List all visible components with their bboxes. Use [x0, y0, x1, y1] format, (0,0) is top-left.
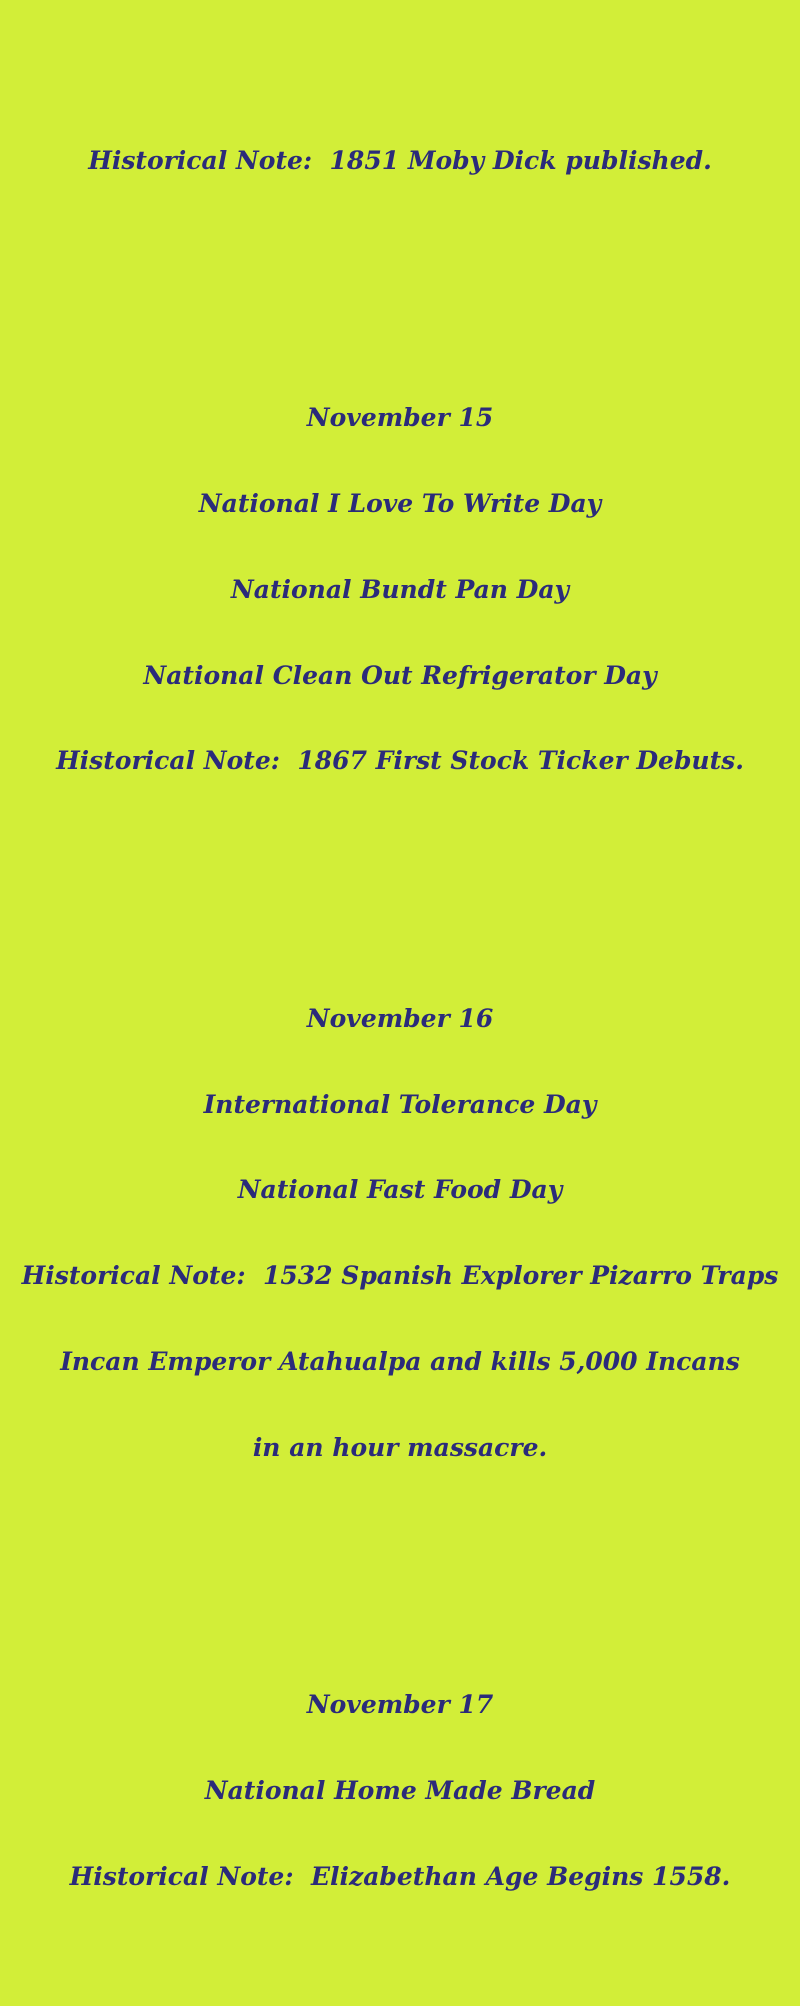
- observance-line: National Clean Out Refrigerator Day: [143, 660, 657, 690]
- date-header: November 15: [306, 403, 494, 433]
- historical-note-line: Historical Note: 1851 Moby Dick published.: [88, 145, 712, 175]
- observance-line: International Tolerance Day: [203, 1089, 597, 1119]
- observance-line: National Bundt Pan Day: [230, 574, 570, 604]
- observance-line: National Home Made Bread: [204, 1775, 596, 1805]
- date-header: November 17: [306, 1690, 494, 1720]
- section-november-15: [0, 347, 800, 833]
- observance-line: National Fast Food Day: [237, 1175, 563, 1205]
- section-november-17: [0, 1634, 800, 1949]
- observance-line: National I Love To Write Day: [198, 489, 602, 519]
- historical-note-continuation-line: in an hour massacre.: [252, 1432, 548, 1462]
- historical-note-line: Historical Note: 1867 First Stock Ticker Debuts.: [56, 746, 744, 776]
- section-november-16: [0, 948, 800, 1520]
- date-header: November 16: [306, 1003, 494, 1033]
- historical-note-line: Historical Note: 1532 Spanish Explorer Pizarro Traps: [21, 1261, 779, 1291]
- historical-note-line: Historical Note: Elizabethan Age Begins 1558.: [69, 1861, 731, 1891]
- historical-note-continuation-line: Incan Emperor Atahualpa and kills 5,000 Incans: [60, 1346, 740, 1376]
- section-november-14-continuation: [0, 90, 800, 233]
